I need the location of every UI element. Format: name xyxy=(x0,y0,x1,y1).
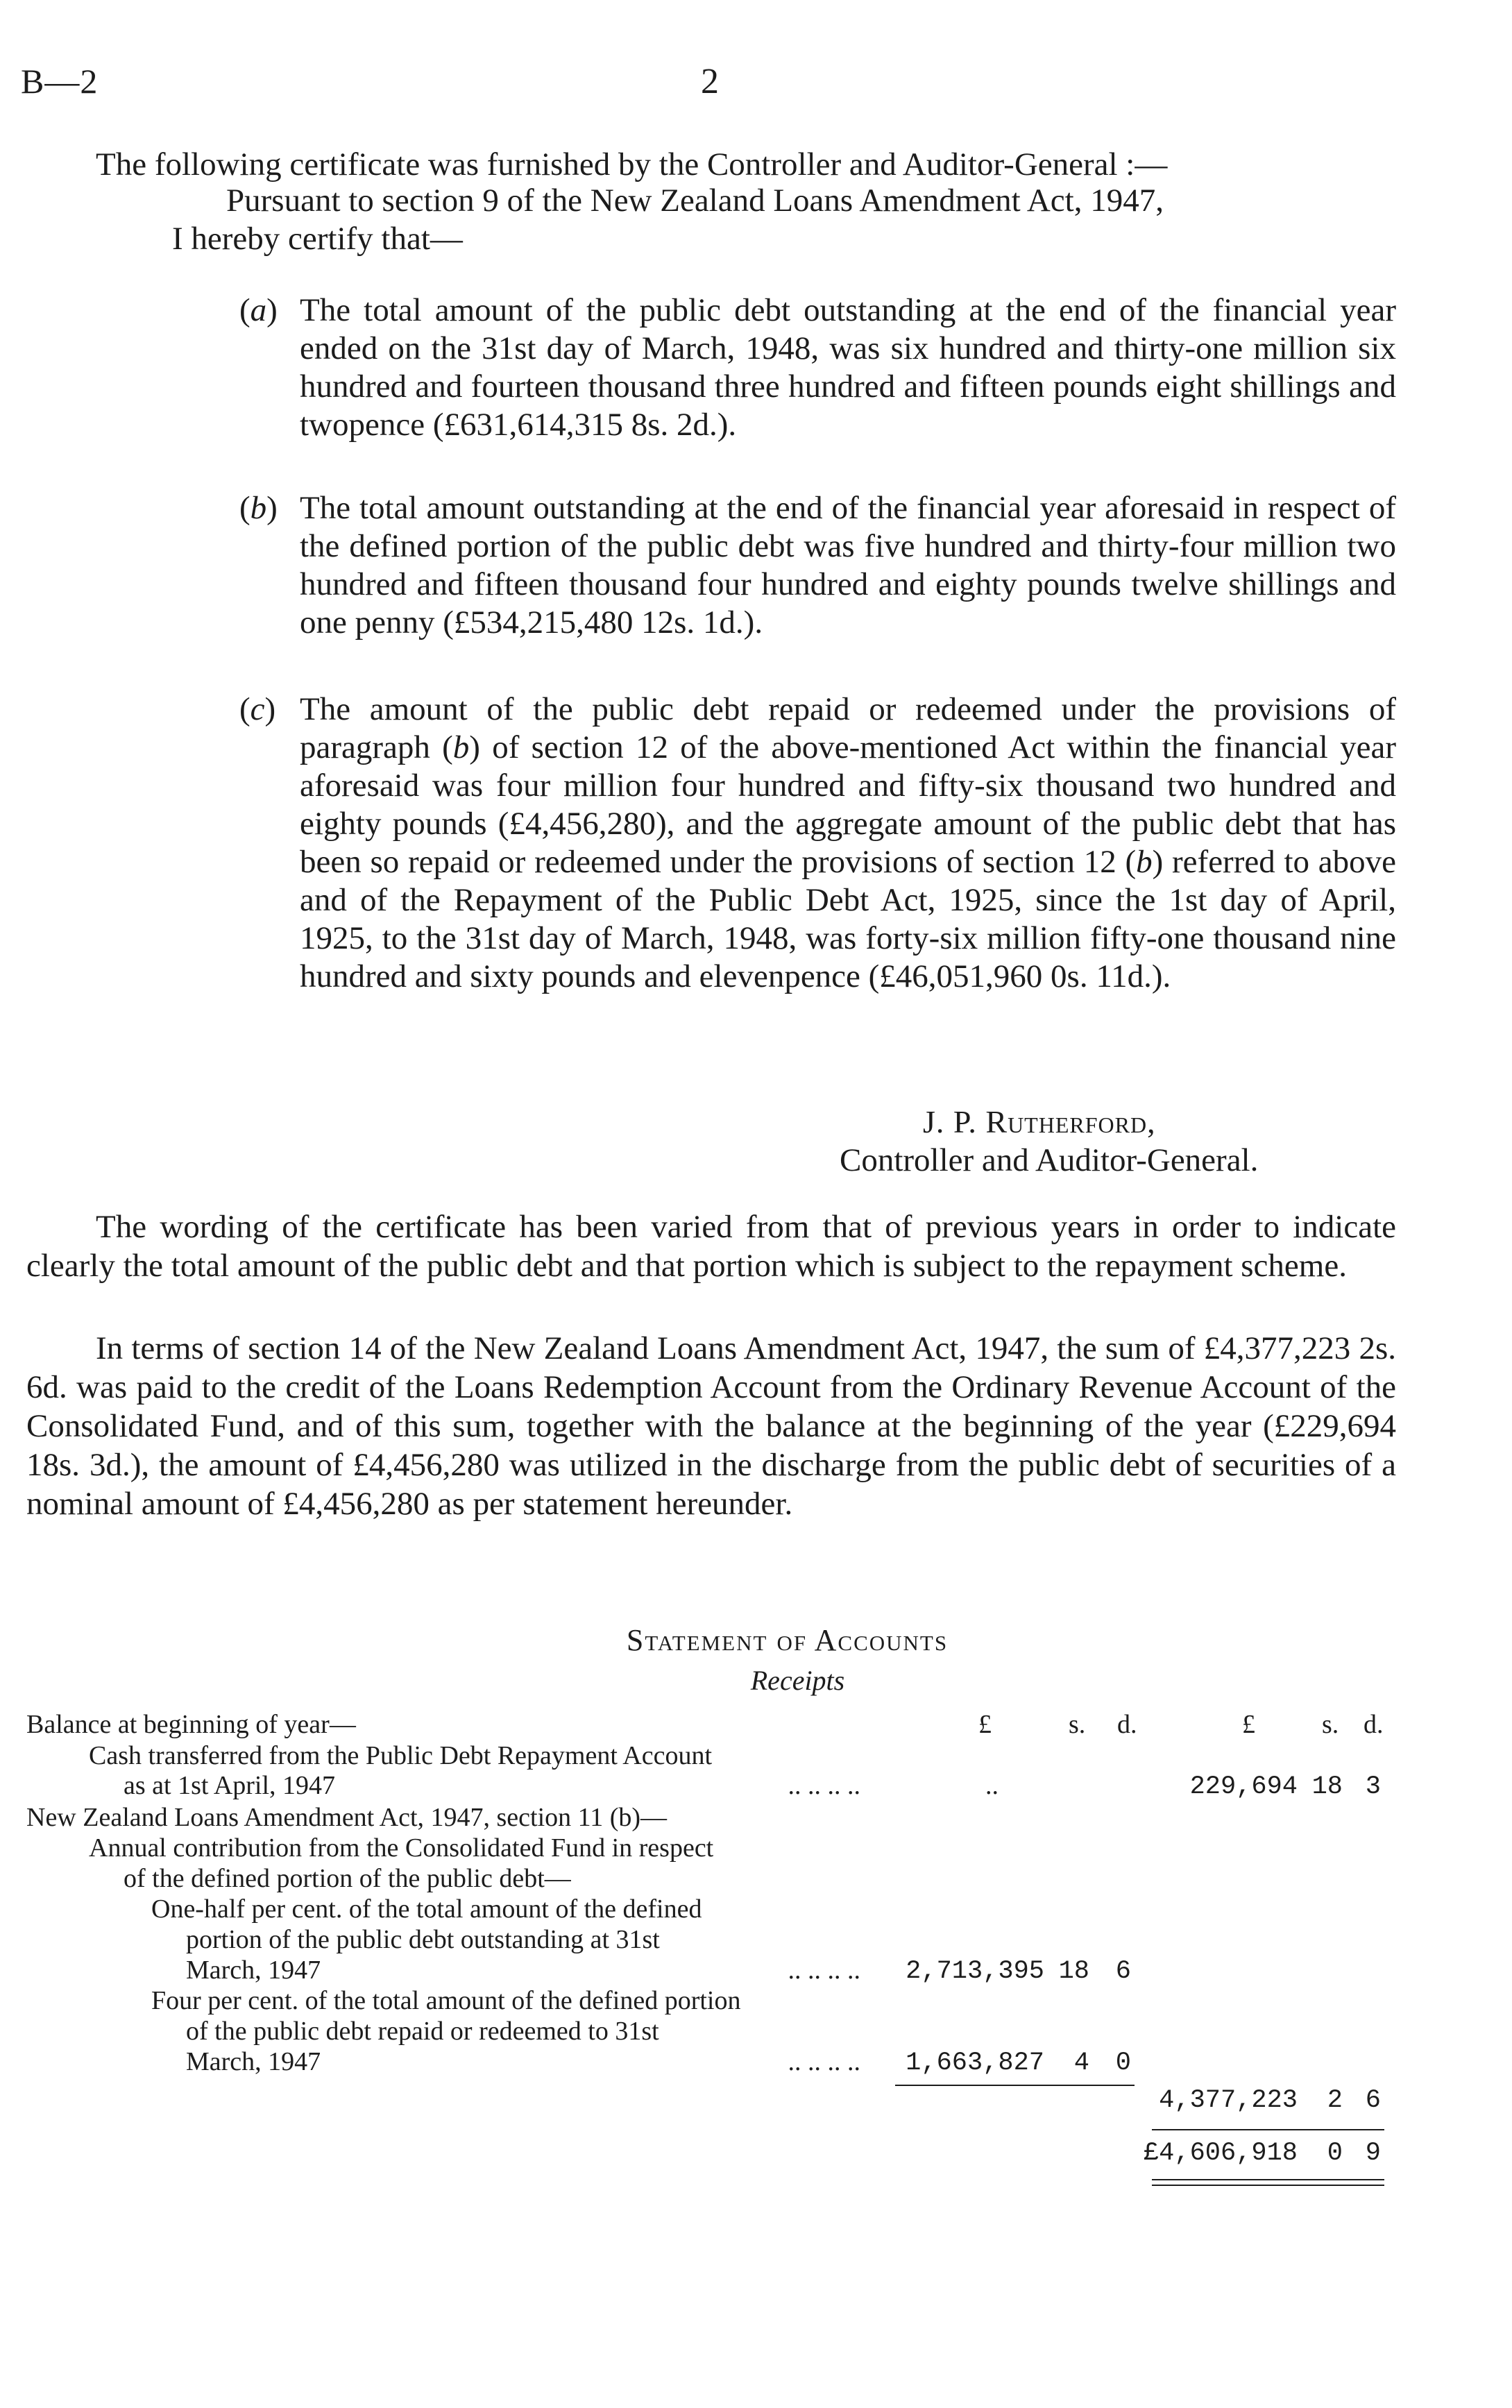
cash-shillings: 18 xyxy=(1311,1772,1343,1801)
row-half-line-2: portion of the public debt outstanding at 31st xyxy=(186,1925,660,1954)
row-half-line-3: March, 1947 xyxy=(186,1956,321,1985)
total-pence: 9 xyxy=(1365,2139,1381,2168)
statement-title: Statement of Accounts xyxy=(626,1623,949,1657)
row-nz-heading: New Zealand Loans Amendment Act, 1947, section 11 (b)— xyxy=(26,1803,668,1832)
certificate-pursuant: Pursuant to section 9 of the New Zealand Loans Amendment Act, 1947, xyxy=(226,183,1164,219)
paragraph-terms: In terms of section 14 of the New Zealand Loans Amendment Act, 1947, the sum of £4,377,223 2s. 6d. was paid to the credit of the Loans Redemption Account from the Ordinary Revenue Account of the Consolidated Fund, and of this sum, together with the balance at the beginning of the year (£229,694 18s. 3d.), the amount of £4,456,280 was utilized in the discharge from the public debt of securities of a nominal amount of £4,456,280 as per statement hereunder. xyxy=(26,1330,1396,1522)
row-cash-leaders: .. .. .. .. xyxy=(788,1771,860,1800)
row-four-line-3: March, 1947 xyxy=(186,2047,321,2076)
header-col2-shillings: s. xyxy=(1322,1710,1339,1739)
cash-pence: 3 xyxy=(1365,1772,1381,1801)
total-pounds: £4,606,918 xyxy=(1143,2139,1298,2168)
document-reference: B—2 xyxy=(21,62,99,101)
row-balance-heading: Balance at beginning of year— xyxy=(26,1710,356,1739)
cash-pounds: 229,694 xyxy=(1189,1772,1298,1801)
total-shillings: 0 xyxy=(1327,2139,1343,2168)
four-pounds: 1,663,827 xyxy=(906,2049,1044,2078)
row-half-leaders: .. .. .. .. xyxy=(788,1956,860,1985)
half-shillings: 18 xyxy=(1058,1957,1089,1986)
total-double-rule-1 xyxy=(1152,2179,1384,2180)
clause-b-label: (b) xyxy=(239,490,278,526)
column1-subtotal-rule xyxy=(895,2085,1135,2086)
clause-c-text: The amount of the public debt repaid or redeemed under the provisions of paragraph (b) of section 12 of the above-mentioned Act within the financial year aforesaid was four million four hundred and fifty-six thousand two hundred and eighty pounds (£4,456,280), and the aggregate amount of the public debt that has been so repaid or redeemed under the provisions of section 12 (b) referred to above and of the Repayment of the Public Debt Act, 1925, since the 1st day of April, 1925, to the 31st day of March, 1948, was forty-six million fifty-one thousand nine hundred and sixty pounds and elevenpence (£46,051,960 0s. 11d.). xyxy=(300,691,1396,994)
header-col1-shillings: s. xyxy=(1069,1710,1086,1739)
half-pounds: 2,713,395 xyxy=(906,1957,1044,1986)
header-col1-pence: d. xyxy=(1117,1710,1137,1739)
header-col2-pounds: £ xyxy=(1242,1710,1255,1739)
half-pence: 6 xyxy=(1115,1957,1131,1986)
row-half-line-1: One-half per cent. of the total amount of the defined xyxy=(151,1894,702,1924)
row-four-line-1: Four per cent. of the total amount of the defined portion xyxy=(151,1986,741,2015)
header-col2-pence: d. xyxy=(1364,1710,1384,1739)
total-top-rule xyxy=(1152,2129,1384,2130)
total-double-rule-2 xyxy=(1152,2185,1384,2186)
page-number: 2 xyxy=(701,62,719,101)
clause-a-text: The total amount of the public debt outstanding at the end of the financial year ended on the 31st day of March, 1948, was six hundred and thirty-one million six hundred and fourteen thousand three hundred and fifteen pounds eight shillings and twopence (£631,614,315 8s. 2d.). xyxy=(300,292,1396,443)
row-cash-line-2: as at 1st April, 1947 xyxy=(124,1771,336,1800)
subtotal-shillings: 2 xyxy=(1327,2086,1343,2115)
row-four-leaders: .. .. .. .. xyxy=(788,2047,860,2076)
clause-b-text: The total amount outstanding at the end of the financial year aforesaid in respect of the defined portion of the public debt was five hundred and thirty-four million two hundred and fifteen thousand four hundred and eighty pounds twelve shillings and one penny (£534,215,480 12s. 1d.). xyxy=(300,490,1396,641)
subtotal-pence: 6 xyxy=(1365,2086,1381,2115)
clause-c-label: (c) xyxy=(239,691,276,727)
paragraph-wording: The wording of the certificate has been varied from that of previous years in order to indicate clearly the total amount of the public debt and that portion which is subject to the repayment scheme. xyxy=(26,1209,1396,1284)
cash-col1-leaders: .. xyxy=(985,1771,999,1800)
four-pence: 0 xyxy=(1115,2049,1131,2078)
row-cash-line-1: Cash transferred from the Public Debt Repayment Account xyxy=(89,1741,713,1770)
statement-subtitle: Receipts xyxy=(750,1665,845,1696)
subtotal-pounds: 4,377,223 xyxy=(1159,2086,1298,2115)
header-col1-pounds: £ xyxy=(978,1710,992,1739)
row-four-line-2: of the public debt repaid or redeemed to 31st xyxy=(186,2017,659,2046)
row-annual-line-2: of the defined portion of the public debt— xyxy=(124,1864,571,1893)
row-annual-line-1: Annual contribution from the Consolidated Fund in respect xyxy=(89,1833,714,1863)
signature-name: J. P. Rutherford, xyxy=(923,1104,1156,1139)
signature-title: Controller and Auditor-General. xyxy=(840,1142,1259,1178)
four-shillings: 4 xyxy=(1073,2049,1089,2078)
clause-a-label: (a) xyxy=(239,292,278,328)
certificate-intro: The following certificate was furnished by the Controller and Auditor-General :— xyxy=(96,146,1168,183)
certificate-certify: I hereby certify that— xyxy=(172,221,463,257)
